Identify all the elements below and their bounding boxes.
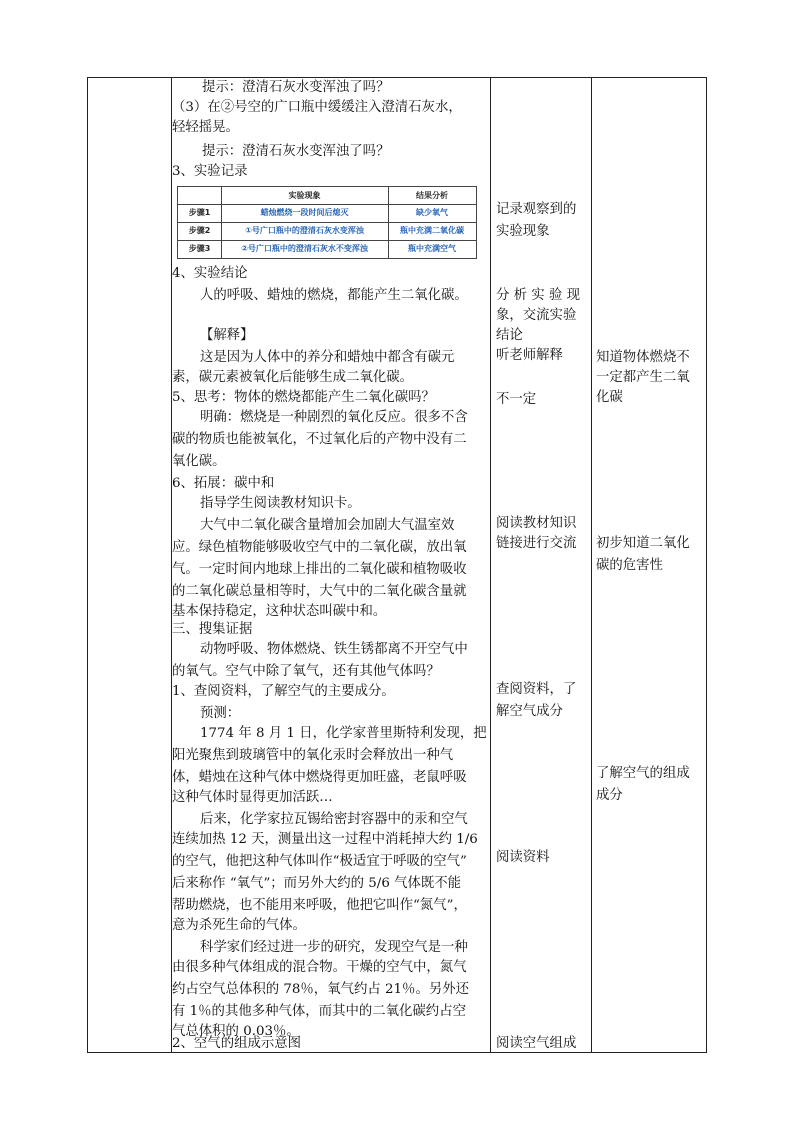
lesson-table	[87, 77, 707, 1053]
table-cell: 蜡烛燃烧一段时间后熄灭	[260, 208, 349, 217]
activity-text: 实验现象	[496, 224, 550, 239]
table-cell: ①号广口瓶中的澄清石灰水变浑浊	[245, 226, 364, 235]
text-line: 氧化碳。	[172, 454, 226, 469]
section-heading: 2、空气的组成示意图	[172, 1036, 302, 1051]
intent-text: 知道物体燃烧不	[596, 350, 690, 365]
text-line: 气总体积的 0.03％。	[172, 1024, 300, 1039]
intent-text: 成分	[596, 788, 623, 803]
text-line: 后来，化学家拉瓦锡给密封容器中的汞和空气	[200, 812, 468, 827]
activity-text: 查阅资料，了	[496, 682, 577, 697]
table-header: 结果分析	[416, 191, 448, 200]
text-line: 明确：燃烧是一种剧烈的氧化反应。很多不含	[200, 410, 468, 425]
activity-text: 结论	[496, 328, 523, 343]
text-line: 阳光聚焦到玻璃管中的氧化汞时会释放出一种气	[172, 748, 454, 763]
activity-text: 听老师解释	[496, 348, 563, 363]
activity-text: 分 析 实 验 现	[496, 288, 580, 303]
column-divider	[591, 78, 592, 1052]
activity-text: 阅读教材知识	[496, 516, 577, 531]
text-line: 的空气，他把这种气体叫作“极适宜于呼吸的空气”	[172, 854, 467, 869]
intent-text: 了解空气的组成	[596, 766, 690, 781]
activity-text: 象，交流实验	[496, 308, 577, 323]
text-line: 气。一定时间内地球上排出的二氧化碳和植物吸收	[172, 562, 467, 577]
activity-text: 阅读资料	[496, 850, 550, 865]
text-line: 意为杀死生命的气体。	[172, 918, 306, 933]
text-line: 后来称作 “氧气”；而另外大约的 5/6 气体既不能	[172, 876, 462, 891]
table-header: 实验现象	[288, 191, 321, 200]
section-heading: 4、实验结论	[172, 266, 248, 281]
text-line: 碳的物质也能被氧化，不过氧化后的产物中没有二	[172, 432, 467, 447]
activity-text: 链接进行交流	[496, 536, 577, 551]
table-cell: 步骤3	[188, 244, 211, 253]
text-line: 连续加热 12 天，测量出这一过程中消耗掉大约 1/6	[172, 832, 478, 847]
text-line: 提示：澄清石灰水变浑浊了吗？	[202, 144, 390, 159]
text-line: 这是因为人体中的养分和蜡烛中都含有碳元	[200, 350, 455, 365]
text-line: 约占空气总体积的 78％，氧气约占 21％。另外还	[172, 982, 470, 997]
design-intent-column	[594, 78, 706, 1052]
section-heading: 5、思考：物体的燃烧都能产生二氧化碳吗？	[172, 390, 435, 405]
text-line: 指导学生阅读教材知识卡。	[200, 496, 361, 511]
intent-text: 化碳	[596, 390, 623, 405]
table-cell: 瓶中充满空气	[408, 244, 456, 253]
text-line: 帮助燃烧，也不能用来呼吸，他把它叫作“氮气”，	[172, 898, 467, 913]
table-cell: ②号广口瓶中的澄清石灰水不变浑浊	[241, 244, 368, 253]
intent-text: 一定都产生二氧	[596, 370, 690, 385]
section-heading: 6、拓展：碳中和	[172, 476, 275, 491]
text-line: 有 1％的其他多种气体，而其中的二氧化碳约占空	[172, 1004, 466, 1019]
text-line: 由很多种气体组成的混合物。干燥的空气中，氮气	[172, 960, 467, 975]
text-line: 应。绿色植物能够吸收空气中的二氧化碳，放出氧	[172, 540, 467, 555]
student-activity-column	[494, 78, 588, 1052]
table-cell: 瓶中充满二氧化碳	[400, 226, 464, 235]
text-line: 人的呼吸、蜡烛的燃烧，都能产生二氧化碳。	[200, 288, 468, 303]
intent-text: 初步知道二氧化	[596, 536, 690, 551]
label-explanation: 【解释】	[200, 328, 254, 343]
intent-text: 碳的危害性	[596, 558, 663, 573]
text-line: 动物呼吸、物体燃烧、铁生锈都离不开空气中	[200, 642, 468, 657]
section-heading: 3、实验记录	[172, 164, 248, 179]
text-line: 科学家们经过进一步的研究，发现空气是一种	[200, 940, 468, 955]
text-line: 素，碳元素被氧化后能够生成二氧化碳。	[172, 370, 414, 385]
section-heading: 1、查阅资料，了解空气的主要成分。	[172, 684, 395, 699]
text-line: 的氧气。空气中除了氧气，还有其他气体吗？	[172, 664, 440, 679]
text-line: 的二氧化碳总量相等时，大气中的二氧化碳含量就	[172, 584, 467, 599]
text-line: 1774 年 8 月 1 日，化学家普里斯特利发现，把	[200, 726, 487, 741]
activity-text: 解空气成分	[496, 704, 563, 719]
table-cell: 步骤2	[188, 226, 211, 235]
activity-text: 记录观察到的	[496, 202, 577, 217]
activity-text: 阅读空气组成	[496, 1036, 577, 1051]
text-line: 预测：	[200, 706, 241, 721]
text-line: 体，蜡烛在这种气体中燃烧得更加旺盛，老鼠呼吸	[172, 770, 467, 785]
text-line: 提示：澄清石灰水变浑浊了吗？	[202, 80, 390, 95]
table-cell: 缺少氧气	[416, 208, 448, 217]
experiment-record-table	[177, 186, 477, 259]
activity-text: 不一定	[496, 392, 537, 407]
text-line: 大气中二氧化碳含量增加会加剧大气温室效	[200, 518, 455, 533]
text-line: 基本保持稳定，这种状态叫碳中和。	[172, 604, 387, 619]
text-line: 轻轻摇晃。	[172, 120, 239, 135]
table-cell: 步骤1	[188, 208, 211, 217]
text-line: （3）在②号空的广口瓶中缓缓注入澄清石灰水，	[172, 100, 462, 115]
text-line: 这种气体时显得更加活跃…	[172, 790, 333, 805]
section-heading: 三、搜集证据	[172, 622, 253, 637]
